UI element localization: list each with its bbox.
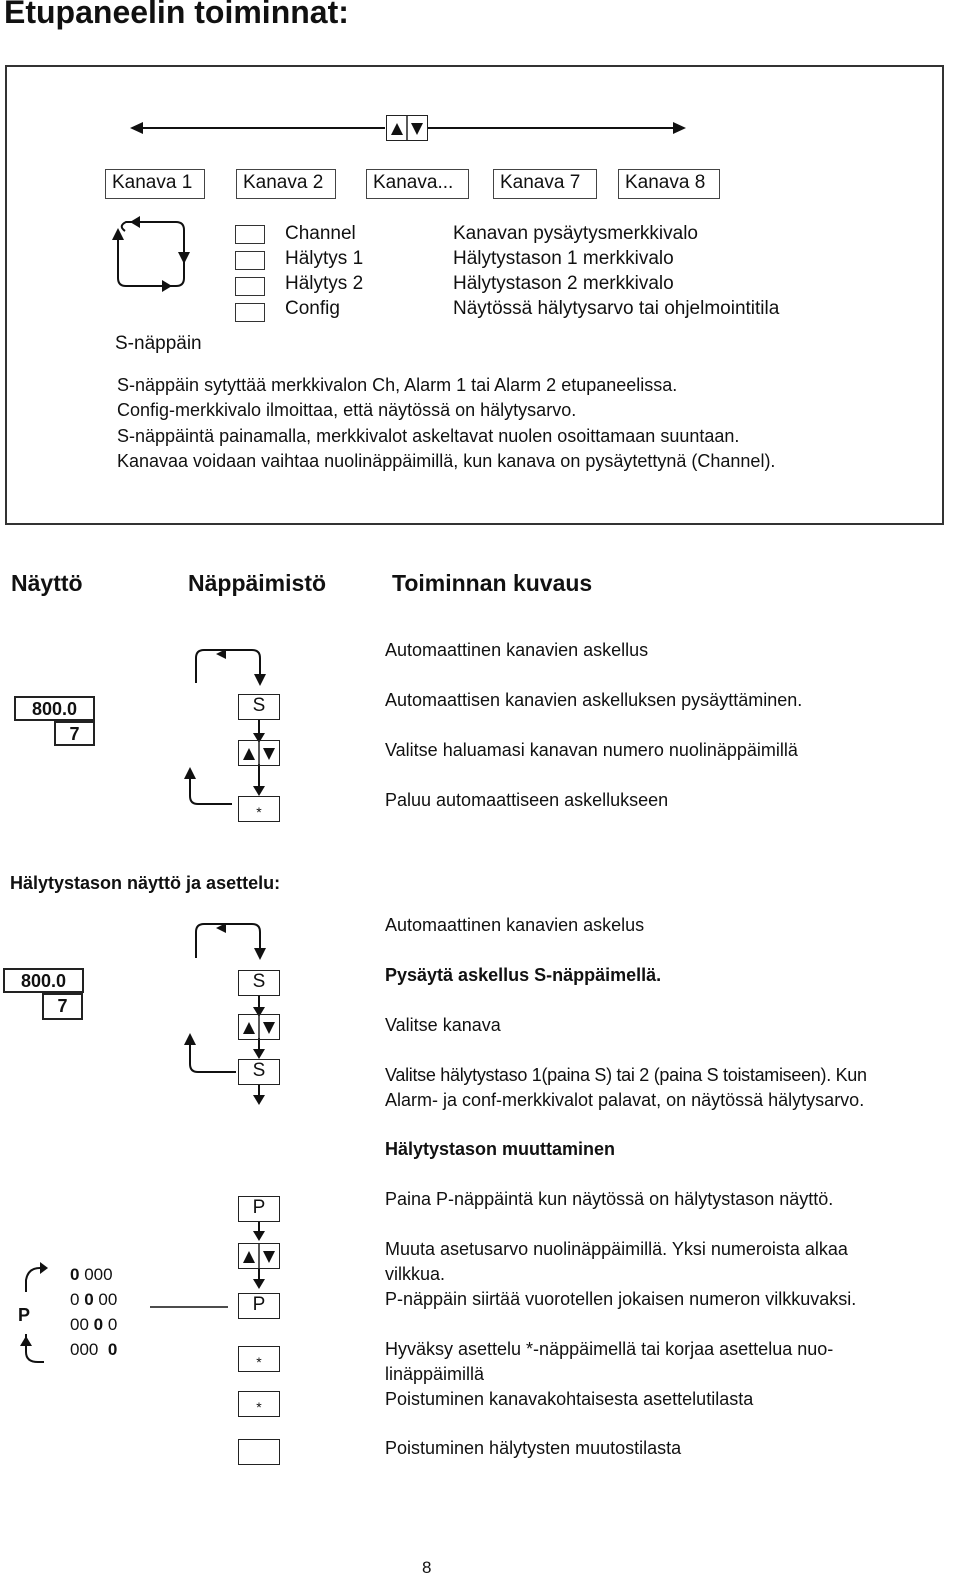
- s3-line: P-näppäin siirtää vuorotellen jokaisen numeron vilkkuvaksi.: [385, 1289, 857, 1309]
- indicator-name: Channel: [285, 223, 356, 244]
- s-key[interactable]: S: [238, 1059, 280, 1085]
- s2-line: Valitse kanava: [385, 1015, 501, 1035]
- down-arrow-icon: [263, 1251, 275, 1263]
- s2-line: Automaattinen kanavien askelus: [385, 915, 645, 935]
- s3-line: Poistuminen hälytysten muutostilasta: [385, 1438, 682, 1458]
- indicator-desc: Kanavan pysäytysmerkkivalo: [453, 223, 698, 244]
- down-arrow-icon: [263, 748, 275, 760]
- p-key[interactable]: P: [238, 1196, 280, 1222]
- display-value: 800.0: [14, 696, 95, 721]
- up-down-keys[interactable]: [238, 1243, 280, 1269]
- blank-key[interactable]: [238, 1439, 280, 1465]
- s1-line: Paluu automaattiseen askellukseen: [385, 790, 669, 810]
- indicator-desc: Hälytystason 1 merkkivalo: [453, 248, 674, 269]
- up-arrow-icon: [391, 123, 403, 135]
- s-key[interactable]: S: [238, 970, 280, 996]
- s1-line: Valitse haluamasi kanavan numero nuolinäppäimillä: [385, 740, 798, 760]
- s1-line: Automaattisen kanavien askelluksen pysäyttäminen.: [385, 690, 803, 710]
- up-down-keys[interactable]: [238, 740, 280, 766]
- digit-row: 0 0 00: [70, 1290, 118, 1309]
- up-arrow-icon: [243, 748, 255, 760]
- display-channel: 7: [54, 721, 95, 746]
- s2-line: Pysäytä askellus S-näppäimellä.: [385, 965, 662, 985]
- star-key[interactable]: *: [238, 1346, 280, 1372]
- page-title: Etupaneelin toiminnat:: [4, 0, 349, 30]
- up-down-keys[interactable]: [238, 1014, 280, 1040]
- panel-note: S-näppäin sytyttää merkkivalon Ch, Alarm 1 tai Alarm 2 etupaneelissa.: [117, 375, 678, 395]
- s3-line: Poistuminen kanavakohtaisesta asettelutilasta: [385, 1389, 754, 1409]
- header-display: Näyttö: [11, 570, 83, 596]
- section3-title: Hälytystason muuttaminen: [385, 1139, 616, 1159]
- s3-line: Paina P-näppäintä kun näytössä on hälytystason näyttö.: [385, 1189, 834, 1209]
- page-number: 8: [422, 1558, 432, 1577]
- p-label: P: [18, 1305, 31, 1325]
- header-description: Toiminnan kuvaus: [392, 570, 593, 596]
- s3-line: vilkkua.: [385, 1264, 446, 1284]
- s-key[interactable]: S: [238, 694, 280, 720]
- tab-kanava-1[interactable]: Kanava 1: [105, 169, 205, 199]
- panel-note: Config-merkkivalo ilmoittaa, että näytössä on hälytysarvo.: [117, 400, 577, 420]
- up-down-keys[interactable]: [386, 115, 428, 141]
- star-key[interactable]: *: [238, 796, 280, 822]
- tab-kanava-more[interactable]: Kanava...: [366, 169, 469, 199]
- display-channel: 7: [42, 993, 83, 1020]
- header-keypad: Näppäimistö: [188, 570, 327, 596]
- digit-row: 0 000: [70, 1265, 113, 1284]
- s2-line: Alarm- ja conf-merkkivalot palavat, on näytössä hälytysarvo.: [385, 1090, 865, 1110]
- tab-kanava-8[interactable]: Kanava 8: [618, 169, 720, 199]
- digit-row: 000 0: [70, 1340, 118, 1359]
- p-key[interactable]: P: [238, 1293, 280, 1319]
- indicator-desc: Hälytystason 2 merkkivalo: [453, 273, 674, 294]
- section2-title: Hälytystason näyttö ja asettelu:: [10, 873, 281, 893]
- led-alarm-2: [235, 277, 265, 296]
- led-channel: [235, 225, 265, 244]
- led-alarm-1: [235, 251, 265, 270]
- panel-note: Kanavaa voidaan vaihtaa nuolinäppäimillä, kun kanava on pysäytettynä (Channel).: [117, 451, 776, 471]
- display-value: 800.0: [3, 968, 84, 993]
- s1-line: Automaattinen kanavien askellus: [385, 640, 649, 660]
- star-key[interactable]: *: [238, 1391, 280, 1417]
- panel-note: S-näppäintä painamalla, merkkivalot askeltavat nuolen osoittamaan suuntaan.: [117, 426, 740, 446]
- s2-line: Valitse hälytystaso 1(paina S) tai 2 (paina S toistamiseen). Kun: [385, 1065, 867, 1085]
- indicator-name: Hälytys 1: [285, 248, 364, 269]
- s3-line: Hyväksy asettelu *-näppäimellä tai korjaa asettelua nuo-: [385, 1339, 834, 1359]
- s3-line: Muuta asetusarvo nuolinäppäimillä. Yksi numeroista alkaa: [385, 1239, 848, 1259]
- tab-kanava-7[interactable]: Kanava 7: [493, 169, 597, 199]
- tab-kanava-2[interactable]: Kanava 2: [236, 169, 336, 199]
- indicator-name: Hälytys 2: [285, 273, 364, 294]
- indicator-desc: Näytössä hälytysarvo tai ohjelmointitila: [453, 298, 780, 319]
- digit-row: 00 0 0: [70, 1315, 118, 1334]
- down-arrow-icon: [411, 123, 423, 135]
- s-key-label: S-näppäin: [115, 333, 202, 354]
- up-arrow-icon: [243, 1251, 255, 1263]
- led-config: [235, 303, 265, 322]
- up-arrow-icon: [243, 1022, 255, 1034]
- down-arrow-icon: [263, 1022, 275, 1034]
- s3-line: linäppäimillä: [385, 1364, 485, 1384]
- indicator-name: Config: [285, 298, 340, 319]
